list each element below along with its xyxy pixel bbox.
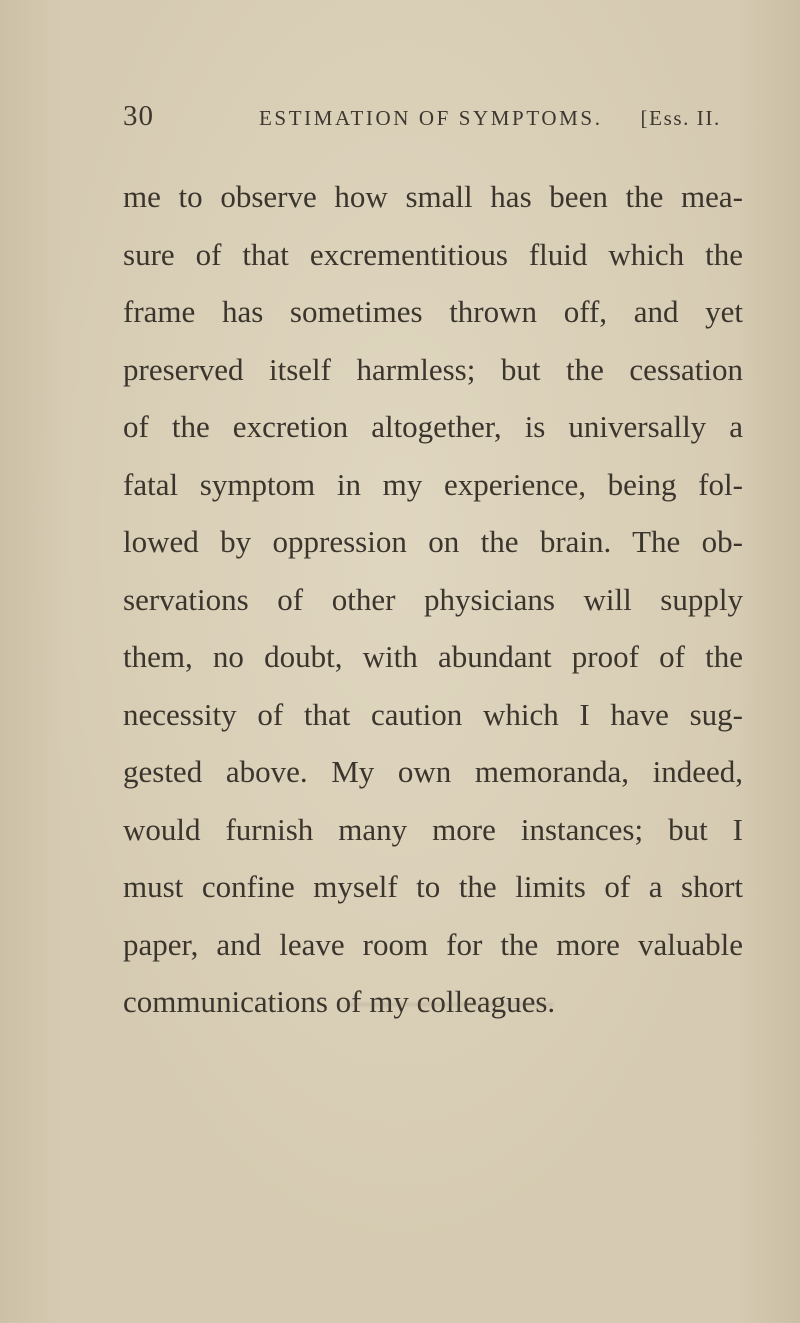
text-line: gested above. My own memoranda, indeed,	[123, 754, 743, 789]
text-line: necessity of that caution which I have sug-	[123, 696, 743, 732]
text-line: me to observe how small has been the mea-	[123, 179, 743, 214]
ink-offset-smudge	[345, 1003, 553, 1006]
text-line: servations of other physicians will supply	[123, 581, 743, 617]
running-title: ESTIMATION OF SYMPTOMS.	[259, 106, 603, 130]
text-line: fatal symptom in my experience, being fol-	[123, 466, 743, 502]
text-line: must confine myself to the limits of a short	[123, 869, 743, 904]
text-line: would furnish many more instances; but I	[123, 811, 743, 847]
running-head	[123, 100, 743, 150]
page-number: 30	[123, 100, 154, 132]
body-text	[123, 168, 743, 1031]
text-line: lowed by oppression on the brain. The ob-	[123, 524, 743, 559]
text-line: preserved itself harmless; but the cessation	[123, 351, 743, 387]
text-line: them, no doubt, with abundant proof of the	[123, 639, 743, 674]
running-section: [Ess. II.	[640, 106, 721, 130]
text-line: frame has sometimes thrown off, and yet	[123, 294, 743, 329]
text-line: sure of that excrementitious fluid which the	[123, 236, 743, 272]
text-line: of the excretion altogether, is universally a	[123, 409, 743, 444]
text-line: communications of my colleagues.	[123, 984, 556, 1019]
text-line: paper, and leave room for the more valuable	[123, 926, 743, 962]
